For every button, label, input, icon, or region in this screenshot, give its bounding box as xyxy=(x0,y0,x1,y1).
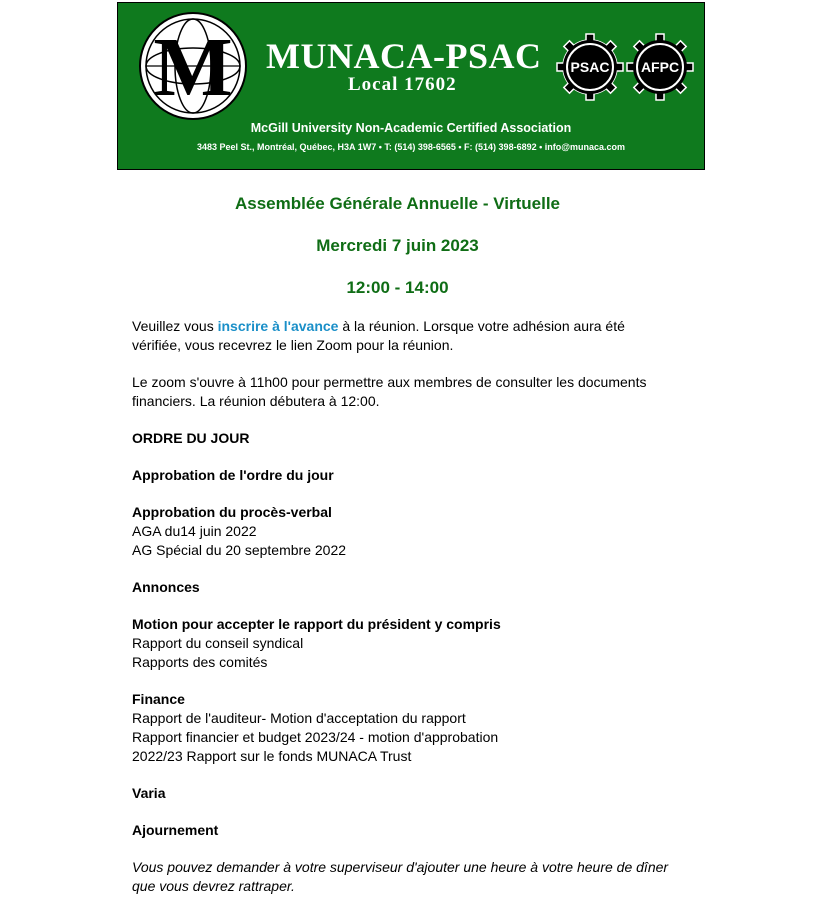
banner-title: MUNACA-PSAC xyxy=(266,36,542,76)
agenda-item-adjournment: Ajournement xyxy=(132,822,219,838)
meeting-date: Mercredi 7 juin 2023 xyxy=(316,236,479,255)
munaca-m-logo xyxy=(138,11,248,121)
agenda-item-finance: Finance Rapport de l'auditeur- Motion d'acceptation du rapport Rapport financier et budget 2023/24 - motion d'approbation 2022/23 Rapport sur le fonds MUNACA Trust xyxy=(132,691,499,764)
svg-text:AFPC: AFPC xyxy=(640,59,680,75)
zoom-info-paragraph: Le zoom s'ouvre à 11h00 pour permettre aux membres de consulter les documents financiers. La réunion débutera à 12:00. xyxy=(132,374,647,409)
agenda-item-president-report: Motion pour accepter le rapport du président y compris Rapport du conseil syndical Rapports des comités xyxy=(132,616,501,670)
register-link[interactable]: inscrire à l'avance xyxy=(217,318,339,334)
svg-text:PSAC: PSAC xyxy=(570,59,610,75)
agenda-item-announcements: Annonces xyxy=(132,579,200,595)
banner-association-name: McGill University Non-Academic Certified Association xyxy=(250,121,572,135)
meeting-title: Assemblée Générale Annuelle - Virtuelle xyxy=(234,194,561,213)
banner-contact-address: 3483 Peel St., Montréal, Québec, H3A 1W7 • T: (514) 398-6565 • F: (514) 398-6892 • info@munaca.com xyxy=(196,142,626,152)
meeting-time: 12:00 - 14:00 xyxy=(346,278,449,297)
email-body xyxy=(132,317,672,914)
supervisor-note: Vous pouvez demander à votre superviseur d'ajouter une heure à votre heure de dîner que vous devrez rattraper. xyxy=(132,859,669,894)
agenda-item-approval-agenda: Approbation de l'ordre du jour xyxy=(132,467,334,483)
agenda-title: ORDRE DU JOUR xyxy=(132,430,250,446)
header-banner xyxy=(117,2,705,170)
svg-text:M: M xyxy=(153,21,233,114)
banner-local-number: Local 17602 xyxy=(348,74,457,95)
registration-paragraph: Veuillez vous inscrire à l'avance à la réunion. Lorsque votre adhésion aura été vérifiée, vous recevrez le lien Zoom pour la réunion. xyxy=(132,318,625,353)
afpc-gear-logo xyxy=(626,33,694,101)
agenda-item-varia: Varia xyxy=(132,785,166,801)
agenda-item-minutes: Approbation du procès-verbal AGA du14 juin 2022 AG Spécial du 20 septembre 2022 xyxy=(132,504,347,558)
psac-gear-logo xyxy=(556,33,624,101)
